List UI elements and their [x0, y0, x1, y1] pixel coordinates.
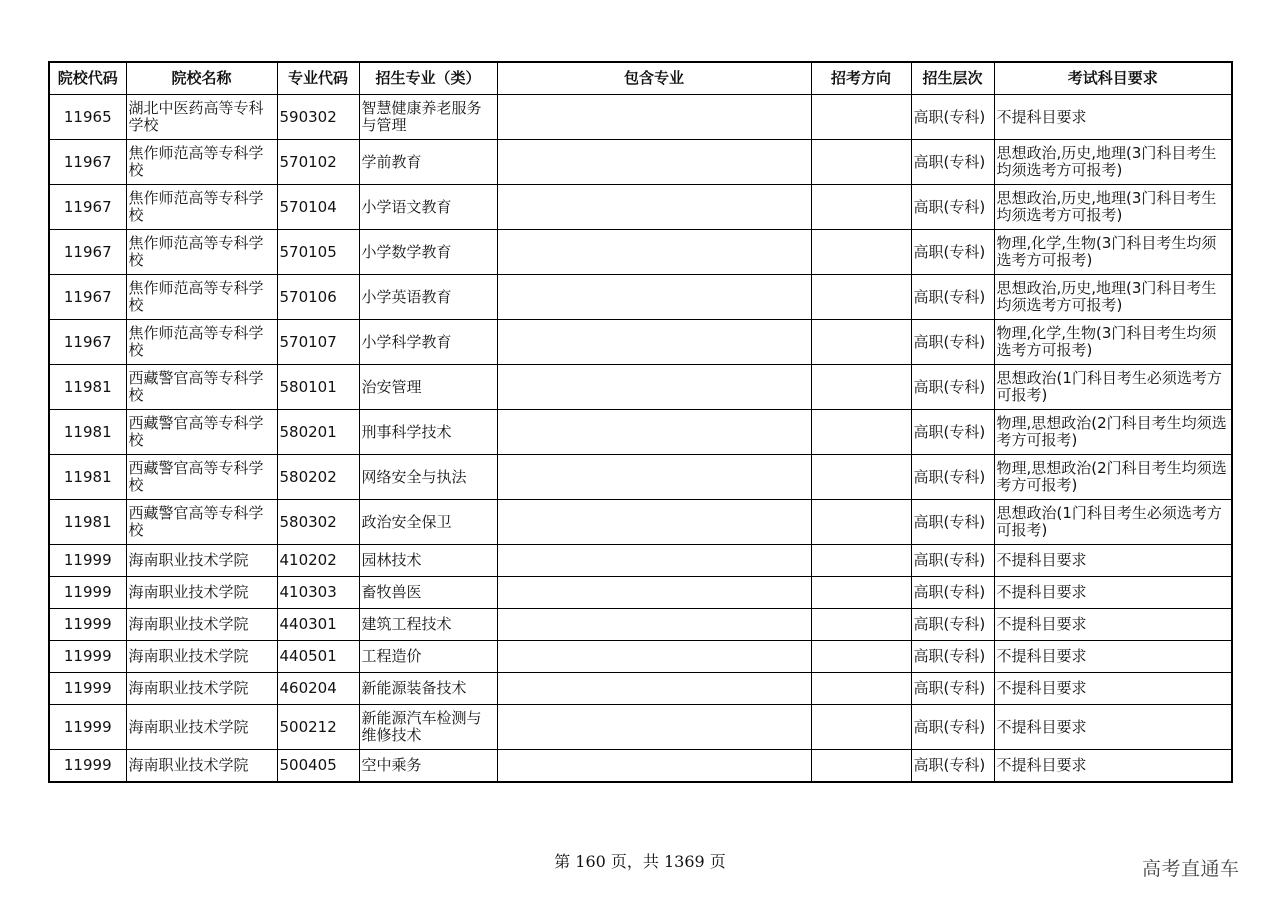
- header-included-majors: 包含专业: [497, 62, 811, 95]
- cell-major: 空中乘务: [359, 750, 497, 783]
- cell-included-majors: [497, 140, 811, 185]
- cell-school-name: 海南职业技术学院: [126, 673, 277, 705]
- cell-included-majors: [497, 410, 811, 455]
- enrollment-table: [48, 61, 1233, 783]
- cell-major: 小学科学教育: [359, 320, 497, 365]
- cell-requirement: 物理,化学,生物(3门科目考生均须选考方可报考): [994, 320, 1232, 365]
- cell-level: 高职(专科): [911, 577, 994, 609]
- table-row: [49, 545, 1232, 577]
- cell-included-majors: [497, 641, 811, 673]
- cell-requirement: 不提科目要求: [994, 95, 1232, 140]
- cell-included-majors: [497, 185, 811, 230]
- table-row: [49, 673, 1232, 705]
- table-row: [49, 750, 1232, 783]
- cell-school-code: 11981: [49, 500, 126, 545]
- cell-school-code: 11999: [49, 705, 126, 750]
- cell-school-name: 海南职业技术学院: [126, 545, 277, 577]
- cell-school-name: 西藏警官高等专科学校: [126, 365, 277, 410]
- cell-requirement: 不提科目要求: [994, 673, 1232, 705]
- page-number: 第 160 页，共 1369 页: [554, 852, 726, 871]
- cell-school-code: 11999: [49, 545, 126, 577]
- cell-major: 网络安全与执法: [359, 455, 497, 500]
- cell-major: 建筑工程技术: [359, 609, 497, 641]
- cell-included-majors: [497, 673, 811, 705]
- cell-school-name: 西藏警官高等专科学校: [126, 500, 277, 545]
- header-school-name: 院校名称: [126, 62, 277, 95]
- cell-major: 小学英语教育: [359, 275, 497, 320]
- cell-level: 高职(专科): [911, 545, 994, 577]
- cell-direction: [811, 365, 911, 410]
- cell-major-code: 460204: [277, 673, 359, 705]
- cell-direction: [811, 410, 911, 455]
- cell-school-name: 海南职业技术学院: [126, 705, 277, 750]
- header-requirement: 考试科目要求: [994, 62, 1232, 95]
- table-row: [49, 140, 1232, 185]
- cell-requirement: 思想政治,历史,地理(3门科目考生均须选考方可报考): [994, 185, 1232, 230]
- table-row: [49, 230, 1232, 275]
- cell-included-majors: [497, 275, 811, 320]
- cell-school-code: 11967: [49, 185, 126, 230]
- cell-direction: [811, 95, 911, 140]
- table-row: [49, 577, 1232, 609]
- cell-major: 园林技术: [359, 545, 497, 577]
- cell-included-majors: [497, 705, 811, 750]
- cell-direction: [811, 140, 911, 185]
- cell-major-code: 580302: [277, 500, 359, 545]
- cell-school-code: 11967: [49, 230, 126, 275]
- cell-level: 高职(专科): [911, 641, 994, 673]
- header-level: 招生层次: [911, 62, 994, 95]
- cell-direction: [811, 673, 911, 705]
- cell-major-code: 440301: [277, 609, 359, 641]
- cell-requirement: 思想政治,历史,地理(3门科目考生均须选考方可报考): [994, 275, 1232, 320]
- cell-school-code: 11999: [49, 641, 126, 673]
- cell-school-name: 海南职业技术学院: [126, 750, 277, 783]
- cell-major-code: 580201: [277, 410, 359, 455]
- cell-requirement: 不提科目要求: [994, 705, 1232, 750]
- cell-school-name: 西藏警官高等专科学校: [126, 410, 277, 455]
- cell-major-code: 500405: [277, 750, 359, 783]
- cell-school-code: 11999: [49, 673, 126, 705]
- cell-major: 政治安全保卫: [359, 500, 497, 545]
- cell-major-code: 570102: [277, 140, 359, 185]
- cell-major: 智慧健康养老服务与管理: [359, 95, 497, 140]
- cell-level: 高职(专科): [911, 230, 994, 275]
- cell-school-code: 11967: [49, 275, 126, 320]
- cell-included-majors: [497, 609, 811, 641]
- table-row: [49, 95, 1232, 140]
- cell-direction: [811, 500, 911, 545]
- cell-level: 高职(专科): [911, 275, 994, 320]
- cell-major: 工程造价: [359, 641, 497, 673]
- table-row: [49, 320, 1232, 365]
- cell-level: 高职(专科): [911, 320, 994, 365]
- cell-requirement: 不提科目要求: [994, 750, 1232, 783]
- cell-level: 高职(专科): [911, 705, 994, 750]
- header-major-code: 专业代码: [277, 62, 359, 95]
- cell-school-name: 焦作师范高等专科学校: [126, 140, 277, 185]
- cell-school-code: 11981: [49, 410, 126, 455]
- cell-school-name: 西藏警官高等专科学校: [126, 455, 277, 500]
- cell-major: 治安管理: [359, 365, 497, 410]
- table-row: [49, 705, 1232, 750]
- cell-major: 新能源装备技术: [359, 673, 497, 705]
- cell-major: 学前教育: [359, 140, 497, 185]
- table-row: [49, 500, 1232, 545]
- cell-requirement: 思想政治(1门科目考生必须选考方可报考): [994, 500, 1232, 545]
- cell-requirement: 思想政治(1门科目考生必须选考方可报考): [994, 365, 1232, 410]
- table-row: [49, 185, 1232, 230]
- cell-major: 小学数学教育: [359, 230, 497, 275]
- cell-included-majors: [497, 320, 811, 365]
- cell-school-name: 焦作师范高等专科学校: [126, 230, 277, 275]
- cell-direction: [811, 641, 911, 673]
- cell-major-code: 570105: [277, 230, 359, 275]
- cell-school-name: 海南职业技术学院: [126, 609, 277, 641]
- cell-direction: [811, 705, 911, 750]
- cell-level: 高职(专科): [911, 673, 994, 705]
- cell-school-code: 11999: [49, 577, 126, 609]
- cell-direction: [811, 609, 911, 641]
- table-row: [49, 609, 1232, 641]
- cell-requirement: 不提科目要求: [994, 609, 1232, 641]
- cell-direction: [811, 750, 911, 783]
- cell-included-majors: [497, 365, 811, 410]
- cell-requirement: 物理,思想政治(2门科目考生均须选考方可报考): [994, 455, 1232, 500]
- cell-major-code: 410202: [277, 545, 359, 577]
- cell-major: 小学语文教育: [359, 185, 497, 230]
- cell-level: 高职(专科): [911, 185, 994, 230]
- cell-direction: [811, 185, 911, 230]
- cell-level: 高职(专科): [911, 750, 994, 783]
- cell-requirement: 思想政治,历史,地理(3门科目考生均须选考方可报考): [994, 140, 1232, 185]
- cell-direction: [811, 455, 911, 500]
- cell-included-majors: [497, 750, 811, 783]
- cell-major-code: 590302: [277, 95, 359, 140]
- cell-major: 刑事科学技术: [359, 410, 497, 455]
- cell-level: 高职(专科): [911, 95, 994, 140]
- cell-requirement: 物理,化学,生物(3门科目考生均须选考方可报考): [994, 230, 1232, 275]
- cell-school-name: 焦作师范高等专科学校: [126, 185, 277, 230]
- cell-included-majors: [497, 500, 811, 545]
- cell-major: 新能源汽车检测与维修技术: [359, 705, 497, 750]
- table-row: [49, 455, 1232, 500]
- cell-school-name: 焦作师范高等专科学校: [126, 275, 277, 320]
- header-major: 招生专业（类）: [359, 62, 497, 95]
- cell-major: 畜牧兽医: [359, 577, 497, 609]
- cell-school-name: 海南职业技术学院: [126, 577, 277, 609]
- cell-school-code: 11981: [49, 455, 126, 500]
- cell-major-code: 440501: [277, 641, 359, 673]
- cell-major-code: 500212: [277, 705, 359, 750]
- cell-school-code: 11965: [49, 95, 126, 140]
- table-row: [49, 641, 1232, 673]
- table-row: [49, 275, 1232, 320]
- cell-level: 高职(专科): [911, 365, 994, 410]
- cell-school-name: 湖北中医药高等专科学校: [126, 95, 277, 140]
- cell-included-majors: [497, 95, 811, 140]
- table-row: [49, 365, 1232, 410]
- cell-school-code: 11967: [49, 140, 126, 185]
- header-row: [49, 62, 1232, 95]
- cell-school-name: 海南职业技术学院: [126, 641, 277, 673]
- cell-school-name: 焦作师范高等专科学校: [126, 320, 277, 365]
- cell-major-code: 410303: [277, 577, 359, 609]
- cell-included-majors: [497, 545, 811, 577]
- cell-level: 高职(专科): [911, 500, 994, 545]
- cell-level: 高职(专科): [911, 609, 994, 641]
- cell-included-majors: [497, 577, 811, 609]
- cell-school-code: 11981: [49, 365, 126, 410]
- cell-major-code: 570106: [277, 275, 359, 320]
- cell-school-code: 11999: [49, 750, 126, 783]
- cell-direction: [811, 230, 911, 275]
- cell-requirement: 物理,思想政治(2门科目考生均须选考方可报考): [994, 410, 1232, 455]
- cell-major-code: 570107: [277, 320, 359, 365]
- cell-major-code: 580101: [277, 365, 359, 410]
- table-row: [49, 410, 1232, 455]
- watermark-text: 高考直通车: [1142, 858, 1240, 880]
- cell-requirement: 不提科目要求: [994, 545, 1232, 577]
- cell-included-majors: [497, 455, 811, 500]
- cell-school-code: 11999: [49, 609, 126, 641]
- cell-included-majors: [497, 230, 811, 275]
- table-body: [49, 95, 1232, 783]
- cell-direction: [811, 545, 911, 577]
- cell-requirement: 不提科目要求: [994, 577, 1232, 609]
- cell-direction: [811, 320, 911, 365]
- cell-direction: [811, 577, 911, 609]
- header-direction: 招考方向: [811, 62, 911, 95]
- cell-major-code: 580202: [277, 455, 359, 500]
- cell-requirement: 不提科目要求: [994, 641, 1232, 673]
- cell-school-code: 11967: [49, 320, 126, 365]
- cell-direction: [811, 275, 911, 320]
- cell-level: 高职(专科): [911, 140, 994, 185]
- header-school-code: 院校代码: [49, 62, 126, 95]
- cell-level: 高职(专科): [911, 455, 994, 500]
- cell-major-code: 570104: [277, 185, 359, 230]
- cell-level: 高职(专科): [911, 410, 994, 455]
